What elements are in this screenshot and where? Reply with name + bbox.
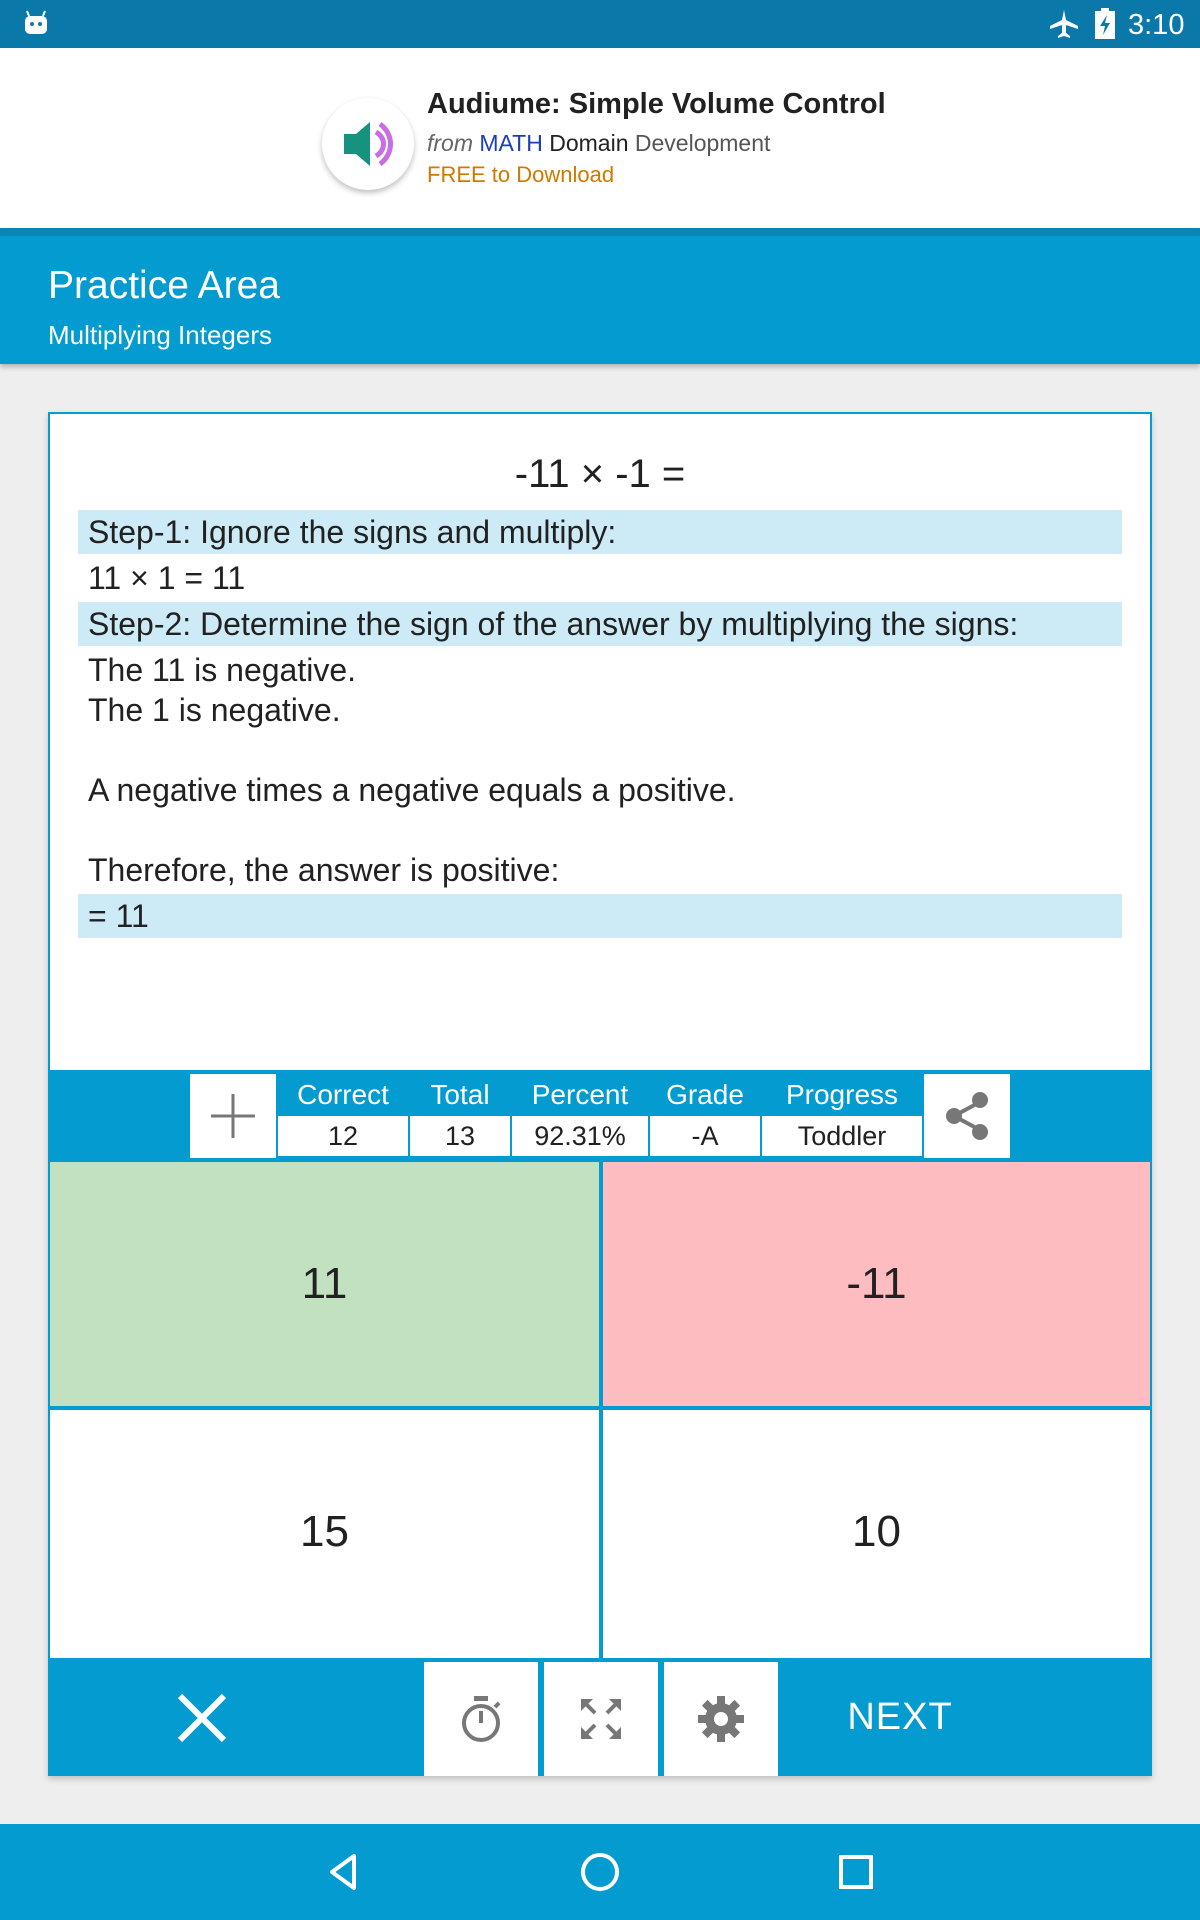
grid-divider	[50, 1160, 1150, 1162]
solution-answer: = 11	[78, 894, 1122, 938]
practice-card	[48, 412, 1152, 1776]
battery-charging-icon	[1094, 8, 1116, 40]
answer-option[interactable]: 15	[50, 1410, 599, 1654]
ad-banner[interactable]	[0, 48, 1200, 228]
stat-percent	[512, 1074, 648, 1158]
stat-percent-value: 92.31%	[512, 1116, 648, 1156]
stat-grade	[650, 1074, 760, 1158]
stat-progress-value: Toddler	[762, 1116, 922, 1156]
answer-option[interactable]: 10	[603, 1410, 1150, 1654]
next-button[interactable]: NEXT	[847, 1696, 953, 1738]
share-icon	[924, 1074, 1010, 1158]
ad-app-logo[interactable]	[322, 98, 414, 190]
airplane-icon	[1048, 8, 1080, 40]
stopwatch-icon	[455, 1693, 507, 1745]
stat-correct	[278, 1074, 408, 1158]
solution-line: The 1 is negative.	[88, 692, 341, 728]
stat-total-label: Total	[430, 1079, 490, 1110]
stat-correct-value: 12	[278, 1116, 408, 1156]
stat-total	[410, 1074, 510, 1158]
stat-progress	[762, 1074, 922, 1158]
solution-line: The 11 is negative.	[88, 652, 357, 688]
stat-progress-label: Progress	[785, 1079, 899, 1110]
stat-total-value: 13	[410, 1116, 510, 1156]
stat-grade-value: -A	[650, 1116, 760, 1156]
system-nav-bar	[0, 1824, 1200, 1920]
bottom-toolbar	[50, 1658, 1150, 1776]
timer-button[interactable]	[424, 1662, 538, 1776]
close-icon[interactable]	[170, 1686, 234, 1750]
clock: 3:10	[1128, 9, 1185, 41]
stat-percent-label: Percent	[531, 1079, 629, 1110]
ad-from-word: from	[427, 130, 473, 156]
solution-line: Therefore, the answer is positive:	[88, 852, 560, 888]
share-button[interactable]	[924, 1074, 1010, 1158]
plus-icon	[190, 1074, 276, 1158]
solution-step-2: Step-2: Determine the sign of the answer by multiplying the signs:	[78, 602, 1122, 646]
stats-bar	[50, 1070, 1150, 1160]
answer-option[interactable]: -11	[603, 1162, 1150, 1406]
solution-step-1: Step-1: Ignore the signs and multiply:	[78, 510, 1122, 554]
stat-correct-label: Correct	[297, 1079, 389, 1110]
ad-developer-math: MATH	[479, 130, 543, 156]
app-header	[0, 228, 1200, 364]
add-button[interactable]	[190, 1074, 276, 1158]
android-icon	[22, 10, 50, 36]
settings-gear-icon	[695, 1693, 747, 1745]
ad-cta[interactable]: FREE to Download	[427, 162, 615, 187]
status-bar	[0, 0, 1200, 48]
page-title: Practice Area	[48, 264, 280, 307]
recents-icon[interactable]	[832, 1848, 880, 1896]
fullscreen-icon	[575, 1693, 627, 1745]
grid-divider	[50, 1406, 1150, 1410]
ad-developer	[427, 130, 770, 157]
solution-line: 11 × 1 = 11	[88, 560, 246, 596]
home-icon[interactable]	[576, 1848, 624, 1896]
ad-title[interactable]: Audiume: Simple Volume Control	[427, 88, 886, 120]
answer-option[interactable]: 11	[50, 1162, 599, 1406]
back-icon[interactable]	[320, 1848, 368, 1896]
speaker-icon	[336, 112, 400, 176]
fullscreen-button[interactable]	[544, 1662, 658, 1776]
ad-developer-domain: Domain	[549, 130, 629, 156]
problem-question: -11 × -1 =	[514, 452, 686, 496]
solution-line: A negative times a negative equals a positive.	[88, 772, 736, 808]
ad-developer-dev: Development	[634, 130, 771, 156]
stat-grade-label: Grade	[666, 1079, 744, 1110]
page-subtitle: Multiplying Integers	[48, 320, 272, 350]
